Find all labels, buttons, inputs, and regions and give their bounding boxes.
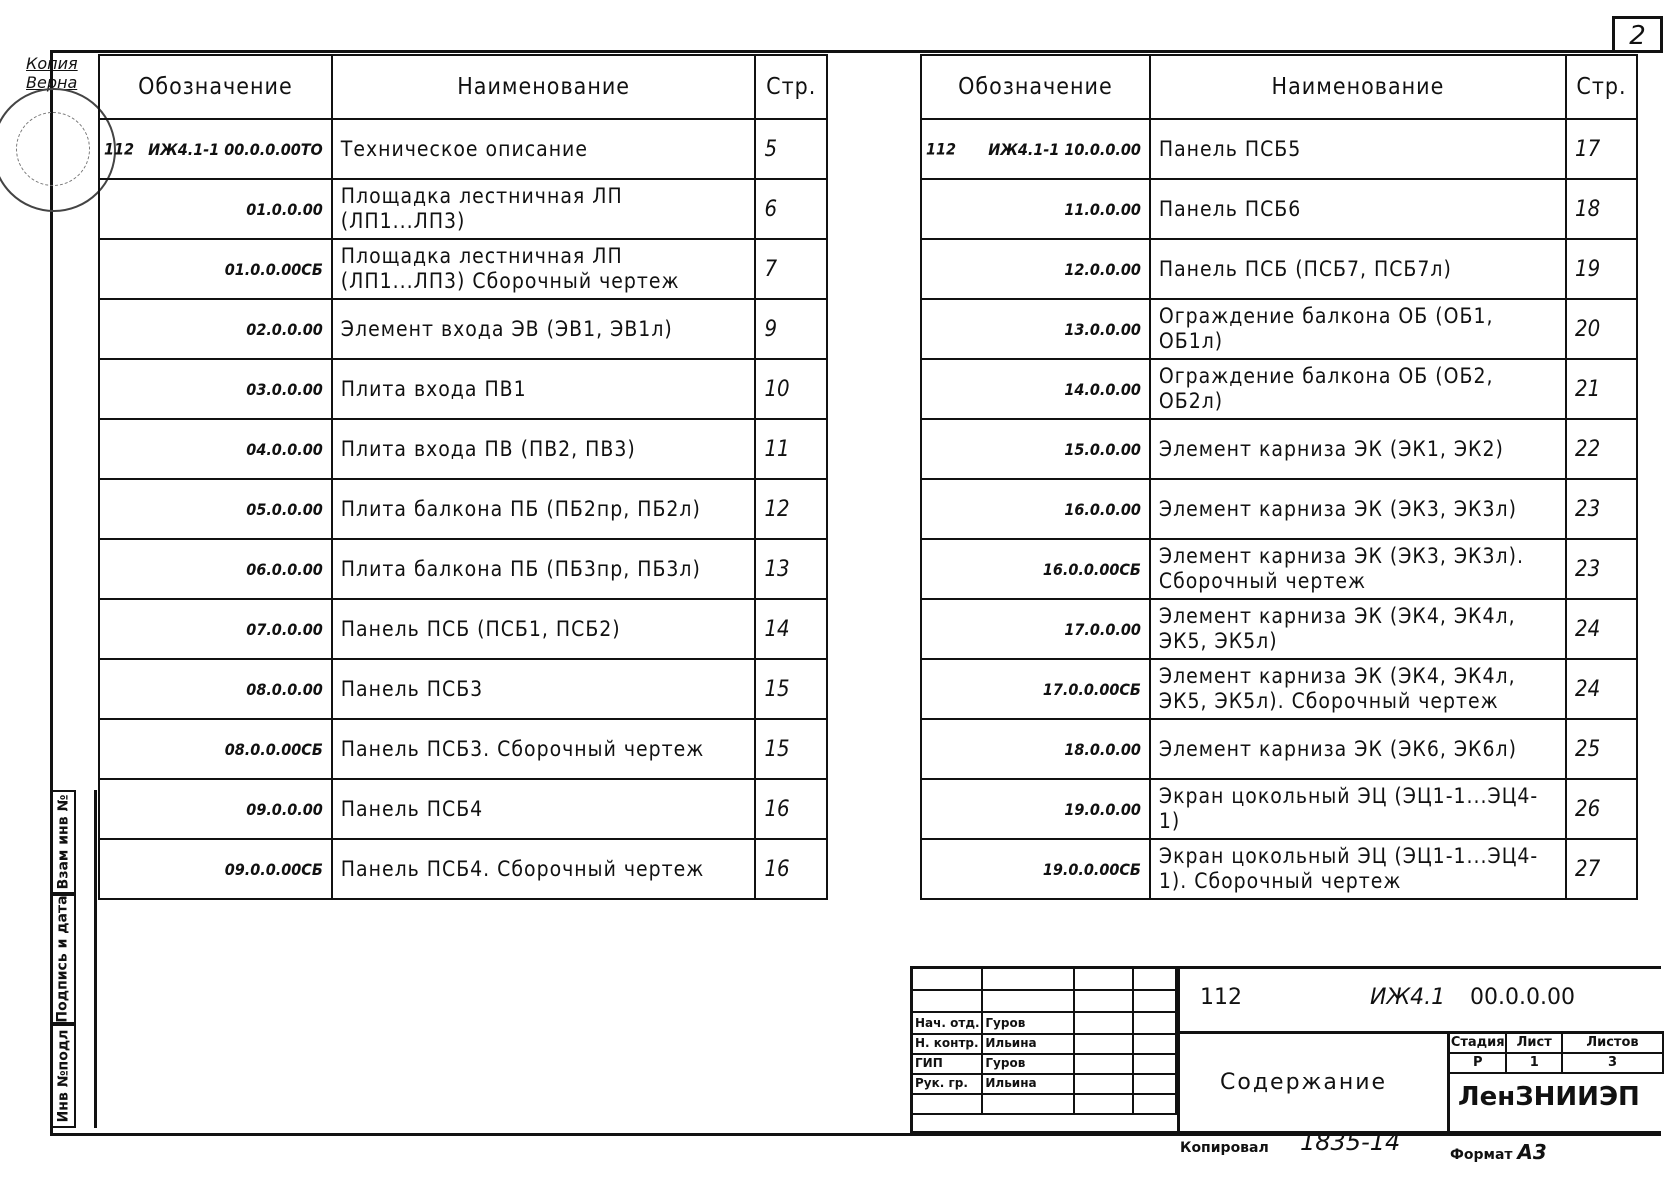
name-cell: Элемент карниза ЭК (ЭК4, ЭК4л, ЭК5, ЭК5л) <box>1150 599 1566 659</box>
name-cell: Элемент входа ЭВ (ЭВ1, ЭВ1л) <box>332 299 756 359</box>
series-prefix: 112 <box>104 139 135 159</box>
table-row <box>921 299 1637 359</box>
designation-cell <box>99 539 332 599</box>
page-cell: 25 <box>1566 719 1637 779</box>
designation-cell <box>921 419 1150 479</box>
page-cell: 20 <box>1566 299 1637 359</box>
designation-cell <box>921 119 1150 179</box>
name-cell: Элемент карниза ЭК (ЭК1, ЭК2) <box>1150 419 1566 479</box>
designation-cell <box>99 179 332 239</box>
name-cell: Элемент карниза ЭК (ЭК3, ЭК3л). Сборочный чертеж <box>1150 539 1566 599</box>
designation-code: 01.0.0.00СБ <box>224 259 323 279</box>
table-row <box>921 659 1637 719</box>
name-cell: Площадка лестничная ЛП (ЛП1...ЛП3) Сборочный чертеж <box>332 239 756 299</box>
designation-cell <box>921 719 1150 779</box>
table-row <box>99 659 827 719</box>
page-cell: 26 <box>1566 779 1637 839</box>
signature-icon <box>1075 1033 1134 1053</box>
name-cell: Площадка лестничная ЛП (ЛП1...ЛП3) <box>332 179 756 239</box>
table-row <box>99 119 827 179</box>
signer-row: Рук. гр. Ильина <box>913 1073 1177 1095</box>
designation-cell <box>921 599 1150 659</box>
designation-code: 18.0.0.00 <box>1064 739 1141 759</box>
column-header-name: Наименование <box>1150 55 1566 119</box>
document-title: Содержание <box>1177 1034 1447 1131</box>
page-cell: 23 <box>1566 479 1637 539</box>
signature-icon <box>1075 1053 1134 1073</box>
column-header-designation: Обозначение <box>921 55 1150 119</box>
designation-code: 13.0.0.00 <box>1064 319 1141 339</box>
designation-code: 09.0.0.00СБ <box>224 859 323 879</box>
name-cell: Экран цокольный ЭЦ (ЭЦ1-1...ЭЦ4-1) <box>1150 779 1566 839</box>
designation-code: 16.0.0.00СБ <box>1042 559 1141 579</box>
name-cell: Панель ПСБ3. Сборочный чертеж <box>332 719 756 779</box>
archive-number: 1835-14 <box>1300 1128 1401 1156</box>
sheet-number: 2 <box>1612 16 1663 53</box>
page-cell: 22 <box>1566 419 1637 479</box>
designation-cell <box>921 179 1150 239</box>
copy-certified-mark: Копия Верна <box>26 54 78 92</box>
designation-cell <box>99 659 332 719</box>
designation-cell <box>921 479 1150 539</box>
table-row <box>921 539 1637 599</box>
name-cell: Ограждение балкона ОБ (ОБ1, ОБ1л) <box>1150 299 1566 359</box>
organization-name: ЛенЗНИИЭП <box>1458 1082 1640 1112</box>
name-cell: Техническое описание <box>332 119 756 179</box>
designation-cell <box>921 239 1150 299</box>
table-row <box>921 179 1637 239</box>
designation-cell <box>921 839 1150 899</box>
name-cell: Экран цокольный ЭЦ (ЭЦ1-1...ЭЦ4-1). Сборочный чертеж <box>1150 839 1566 899</box>
designation-code: 05.0.0.00 <box>246 499 323 519</box>
table-row <box>99 779 827 839</box>
designation-cell <box>99 419 332 479</box>
signature-date-label: Подпись и дата <box>55 895 71 1023</box>
name-cell: Панель ПСБ (ПСБ1, ПСБ2) <box>332 599 756 659</box>
inventory-number-label: Инв №подл <box>55 1029 72 1123</box>
page-cell: 27 <box>1566 839 1637 899</box>
page-cell: 18 <box>1566 179 1637 239</box>
designation-code: 16.0.0.00 <box>1064 499 1141 519</box>
title-block <box>910 966 1661 1134</box>
designation-cell <box>99 299 332 359</box>
table-row <box>99 239 827 299</box>
page-cell: 9 <box>755 299 827 359</box>
name-cell: Панель ПСБ4 <box>332 779 756 839</box>
table-row <box>921 239 1637 299</box>
table-row <box>99 359 827 419</box>
signer-row: Нач. отд. Гуров <box>913 1013 1177 1035</box>
page-cell: 12 <box>755 479 827 539</box>
designation-cell <box>99 599 332 659</box>
table-row <box>921 839 1637 899</box>
designation-cell <box>921 659 1150 719</box>
sheet-value: 1 <box>1507 1054 1562 1072</box>
sheets-value: 3 <box>1563 1054 1664 1072</box>
table-row <box>99 179 827 239</box>
stage-value: Р <box>1450 1054 1507 1072</box>
contents-table-left <box>98 54 828 900</box>
page-cell: 24 <box>1566 599 1637 659</box>
designation-code: ИЖ4.1-1 10.0.0.00 <box>988 139 1141 159</box>
document-code: 112 ИЖ4.1 00.0.0.00 <box>1177 969 1664 1034</box>
name-cell: Панель ПСБ (ПСБ7, ПСБ7л) <box>1150 239 1566 299</box>
designation-code: 19.0.0.00 <box>1064 799 1141 819</box>
name-cell: Плита балкона ПБ (ПБ3пр, ПБ3л) <box>332 539 756 599</box>
name-cell: Ограждение балкона ОБ (ОБ2, ОБ2л) <box>1150 359 1566 419</box>
designation-cell <box>99 719 332 779</box>
page-cell: 6 <box>755 179 827 239</box>
signer-row: ГИП Гуров <box>913 1053 1177 1075</box>
table-row <box>921 719 1637 779</box>
table-row <box>99 539 827 599</box>
designation-cell <box>99 779 332 839</box>
designation-code: 17.0.0.00СБ <box>1042 679 1141 699</box>
designation-code: 17.0.0.00 <box>1064 619 1141 639</box>
column-header-designation: Обозначение <box>99 55 332 119</box>
name-cell: Элемент карниза ЭК (ЭК6, ЭК6л) <box>1150 719 1566 779</box>
page-cell: 15 <box>755 719 827 779</box>
designation-code: ИЖ4.1-1 00.0.0.00ТО <box>148 139 323 159</box>
name-cell: Плита балкона ПБ (ПБ2пр, ПБ2л) <box>332 479 756 539</box>
signers-grid <box>913 969 1177 1131</box>
name-cell: Панель ПСБ6 <box>1150 179 1566 239</box>
designation-code: 11.0.0.00 <box>1064 199 1141 219</box>
table-row <box>99 839 827 899</box>
table-row <box>99 479 827 539</box>
designation-code: 14.0.0.00 <box>1064 379 1141 399</box>
designation-code: 06.0.0.00 <box>246 559 323 579</box>
stage-sheet-block: Стадия Лист Листов Р 1 3 ЛенЗНИИЭП <box>1447 1034 1664 1131</box>
contents-table-right <box>920 54 1638 900</box>
table-row <box>921 359 1637 419</box>
page-cell: 16 <box>755 779 827 839</box>
designation-cell <box>921 359 1150 419</box>
designation-cell <box>99 119 332 179</box>
replace-inventory-label: Взам инв № <box>55 794 72 890</box>
page-cell: 16 <box>755 839 827 899</box>
table-row <box>99 299 827 359</box>
table-row <box>921 119 1637 179</box>
page-cell: 7 <box>755 239 827 299</box>
column-header-page: Стр. <box>1566 55 1637 119</box>
page-cell: 10 <box>755 359 827 419</box>
designation-code: 15.0.0.00 <box>1064 439 1141 459</box>
signature-icon <box>1075 1073 1134 1093</box>
designation-code: 03.0.0.00 <box>246 379 323 399</box>
signature-icon <box>1075 1013 1134 1033</box>
designation-code: 01.0.0.00 <box>246 199 323 219</box>
name-cell: Панель ПСБ5 <box>1150 119 1566 179</box>
designation-code: 07.0.0.00 <box>246 619 323 639</box>
designation-code: 12.0.0.00 <box>1064 259 1141 279</box>
name-cell: Панель ПСБ4. Сборочный чертеж <box>332 839 756 899</box>
page-cell: 19 <box>1566 239 1637 299</box>
table-row <box>921 479 1637 539</box>
side-approval-stamp <box>50 790 97 1128</box>
name-cell: Плита входа ПВ1 <box>332 359 756 419</box>
designation-cell <box>99 839 332 899</box>
designation-cell <box>921 779 1150 839</box>
name-cell: Панель ПСБ3 <box>332 659 756 719</box>
designation-cell <box>99 479 332 539</box>
column-header-name: Наименование <box>332 55 756 119</box>
designation-cell <box>921 299 1150 359</box>
page-cell: 21 <box>1566 359 1637 419</box>
page-cell: 11 <box>755 419 827 479</box>
table-row <box>99 599 827 659</box>
designation-code: 19.0.0.00СБ <box>1042 859 1141 879</box>
page-cell: 5 <box>755 119 827 179</box>
format-label: Формат А3 <box>1450 1140 1547 1164</box>
designation-cell <box>99 239 332 299</box>
table-row <box>99 719 827 779</box>
designation-code: 04.0.0.00 <box>246 439 323 459</box>
designation-cell <box>99 359 332 419</box>
name-cell: Элемент карниза ЭК (ЭК3, ЭК3л) <box>1150 479 1566 539</box>
page-cell: 15 <box>755 659 827 719</box>
signer-row: Н. контр. Ильина <box>913 1033 1177 1055</box>
page-cell: 23 <box>1566 539 1637 599</box>
designation-code: 08.0.0.00 <box>246 679 323 699</box>
page-cell: 24 <box>1566 659 1637 719</box>
copied-label: Копировал <box>1180 1140 1269 1156</box>
designation-code: 02.0.0.00 <box>246 319 323 339</box>
name-cell: Плита входа ПВ (ПВ2, ПВ3) <box>332 419 756 479</box>
designation-code: 09.0.0.00 <box>246 799 323 819</box>
table-row <box>921 599 1637 659</box>
name-cell: Элемент карниза ЭК (ЭК4, ЭК4л, ЭК5, ЭК5л). Сборочный чертеж <box>1150 659 1566 719</box>
designation-cell <box>921 539 1150 599</box>
column-header-page: Стр. <box>755 55 827 119</box>
page-cell: 14 <box>755 599 827 659</box>
table-row <box>99 419 827 479</box>
page-cell: 13 <box>755 539 827 599</box>
table-row <box>921 419 1637 479</box>
designation-code: 08.0.0.00СБ <box>224 739 323 759</box>
table-row <box>921 779 1637 839</box>
page-cell: 17 <box>1566 119 1637 179</box>
series-prefix: 112 <box>926 139 957 159</box>
